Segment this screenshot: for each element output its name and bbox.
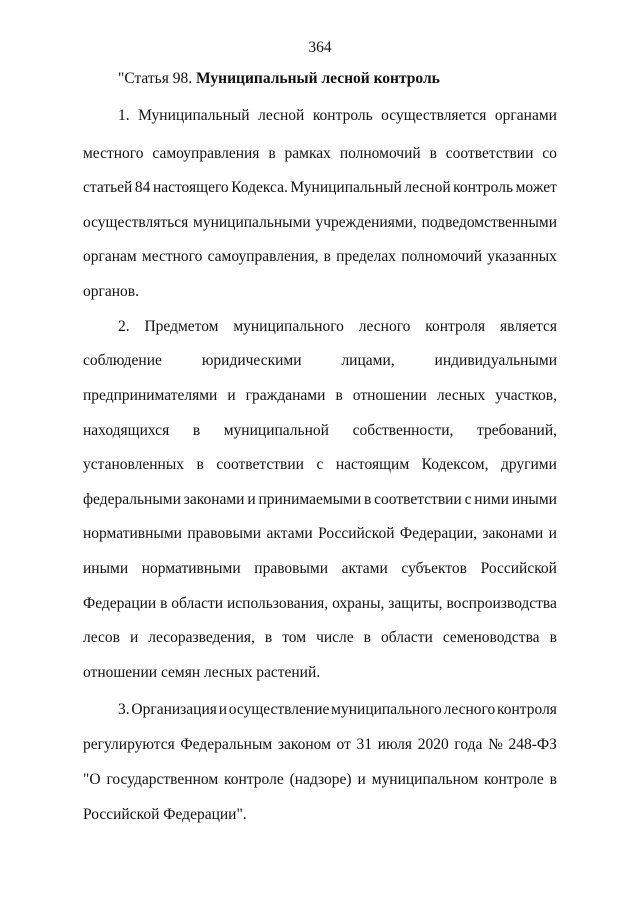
text-line: лесов и лесоразведения, в том числе в области семеноводства в <box>83 629 557 646</box>
text-line: 2. Предметом муниципального лесного контроля является <box>118 318 557 335</box>
article-title: Муниципальный лесной контроль <box>196 70 440 87</box>
text-line: "О государственном контроле (надзоре) и муниципальном контроле в <box>83 771 557 788</box>
text-line: органов. <box>83 283 139 300</box>
text-line: местного самоуправления в рамках полномочий в соответствии со <box>83 145 557 162</box>
text-line: установленных в соответствии с настоящим Кодексом, другими <box>83 456 557 473</box>
text-line: Российской Федерации". <box>83 806 247 823</box>
text-line: Федерации в области использования, охраны, защиты, воспроизводства <box>83 595 557 612</box>
text-line: статьей 84 настоящего Кодекса. Муниципальный лесной контроль может <box>83 179 557 196</box>
article-prefix: "Статья 98. <box>118 70 196 87</box>
text-line: 1. Муниципальный лесной контроль осуществляется органами <box>118 107 557 124</box>
text-line: федеральными законами и принимаемыми в соответствии с ними иными <box>83 491 557 508</box>
text-line: нормативными правовыми актами Российской Федерации, законами и <box>83 525 557 542</box>
page-number: 364 <box>308 39 332 56</box>
text-line: органам местного самоуправления, в пределах полномочий указанных <box>83 248 557 265</box>
text-line: регулируются Федеральным законом от 31 июля 2020 года № 248-ФЗ <box>83 736 557 753</box>
text-line: находящихся в муниципальной собственности, требований, <box>83 422 557 439</box>
text-line: соблюдение юридическими лицами, индивидуальными <box>83 352 557 369</box>
text-line: 3. Организация и осуществление муниципального лесного контроля <box>118 701 557 718</box>
article-heading <box>118 69 440 89</box>
text-line: отношении семян лесных растений. <box>83 664 321 681</box>
text-line: осуществляться муниципальными учреждениями, подведомственными <box>83 214 557 231</box>
text-line: предпринимателями и гражданами в отношении лесных участков, <box>83 387 557 404</box>
text-line: иными нормативными правовыми актами субъектов Российской <box>83 560 557 577</box>
